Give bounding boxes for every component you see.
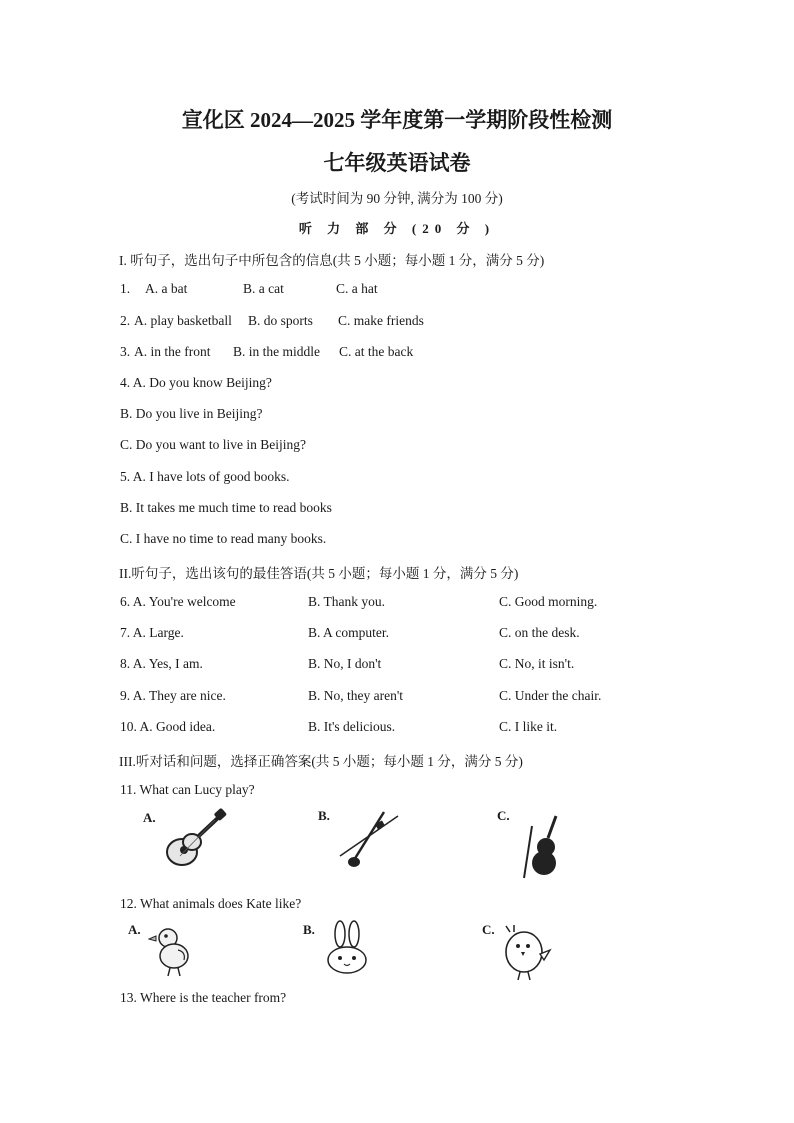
- q3-option-b: B. in the middle: [233, 344, 320, 359]
- duck-icon: [148, 922, 198, 978]
- q4-option-a: 4. A. Do you know Beijing?: [120, 375, 272, 390]
- q6-option-a: 6. A. You're welcome: [120, 594, 236, 609]
- violin-icon: [518, 814, 568, 880]
- q8-option-b: B. No, I don't: [308, 656, 382, 671]
- q1-number: 1.: [120, 281, 131, 296]
- q12-question: 12. What animals does Kate like?: [120, 896, 302, 911]
- q5-option-c: C. I have no time to read many books.: [120, 531, 327, 546]
- q8-option-a: 8. A. Yes, I am.: [120, 656, 203, 671]
- q11-label-c: C.: [497, 808, 510, 823]
- exam-info: (考试时间为 90 分钟, 满分为 100 分): [291, 191, 503, 206]
- q11-label-a: A.: [143, 810, 156, 825]
- q2-option-b: B. do sports: [248, 313, 313, 328]
- q7-option-c: C. on the desk.: [499, 625, 580, 640]
- q3-option-c: C. at the back: [339, 344, 414, 359]
- q13-question: 13. Where is the teacher from?: [120, 990, 287, 1005]
- q2-number: 2.: [120, 313, 131, 328]
- part3-header: III.听对话和问题，选择正确答案(共 5 小题；每小题 1 分，满分 5 分): [119, 754, 523, 769]
- q10-option-a: 10. A. Good idea.: [120, 719, 216, 734]
- q8-option-c: C. No, it isn't.: [499, 656, 575, 671]
- q3-option-a: A. in the front: [134, 344, 211, 359]
- part1-header: I. 听句子，选出句子中所包含的信息(共 5 小题；每小题 1 分，满分 5 分): [119, 253, 545, 268]
- q5-option-a: 5. A. I have lots of good books.: [120, 469, 290, 484]
- q3-number: 3.: [120, 344, 131, 359]
- q12-label-a: A.: [128, 922, 141, 937]
- exam-subtitle: 七年级英语试卷: [323, 151, 471, 175]
- bird-icon: [500, 922, 554, 982]
- q11-label-b: B.: [318, 808, 330, 823]
- part2-header: II.听句子，选出该句的最佳答语(共 5 小题；每小题 1 分，满分 5 分): [119, 566, 519, 581]
- q1-option-c: C. a hat: [336, 281, 378, 296]
- q1-option-b: B. a cat: [243, 281, 284, 296]
- rabbit-icon: [322, 920, 372, 976]
- q2-option-c: C. make friends: [338, 313, 424, 328]
- q1-option-a: A. a bat: [145, 281, 188, 296]
- q11-question: 11. What can Lucy play?: [120, 782, 255, 797]
- listening-section-heading: 听 力 部 分 (20 分 ): [298, 221, 496, 236]
- erhu-icon: [336, 808, 406, 872]
- guitar-icon: [160, 808, 230, 872]
- q9-option-b: B. No, they aren't: [308, 688, 404, 703]
- q2-option-a: A. play basketball: [134, 313, 232, 328]
- q6-option-b: B. Thank you.: [308, 594, 385, 609]
- q10-option-b: B. It's delicious.: [308, 719, 396, 734]
- q4-option-c: C. Do you want to live in Beijing?: [120, 437, 306, 452]
- q6-option-c: C. Good morning.: [499, 594, 598, 609]
- q9-option-a: 9. A. They are nice.: [120, 688, 226, 703]
- q5-option-b: B. It takes me much time to read books: [120, 500, 332, 515]
- exam-title: 宣化区 2024—2025 学年度第一学期阶段性检测: [181, 108, 613, 132]
- q7-option-b: B. A computer.: [308, 625, 389, 640]
- q10-option-c: C. I like it.: [499, 719, 558, 734]
- q4-option-b: B. Do you live in Beijing?: [120, 406, 263, 421]
- q12-label-b: B.: [303, 922, 315, 937]
- q7-option-a: 7. A. Large.: [120, 625, 184, 640]
- q9-option-c: C. Under the chair.: [499, 688, 602, 703]
- q12-label-c: C.: [482, 922, 495, 937]
